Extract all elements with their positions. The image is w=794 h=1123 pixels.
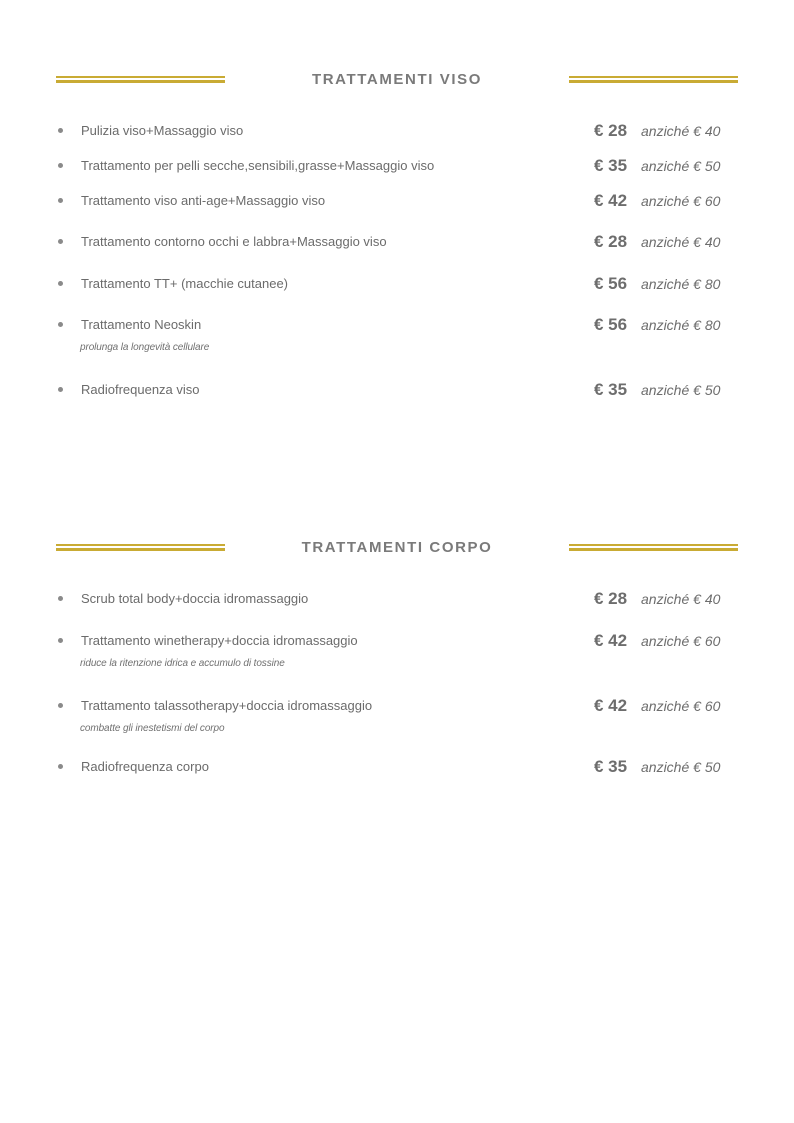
bullet-icon bbox=[58, 387, 63, 392]
treatment-name: Trattamento winetherapy+doccia idromassaggio bbox=[81, 633, 358, 648]
treatment-price: € 35 bbox=[594, 156, 628, 175]
list-item bbox=[0, 121, 794, 141]
original-price: anziché € 60 bbox=[641, 698, 721, 714]
section-title: TRATTAMENTI CORPO bbox=[301, 539, 493, 556]
treatment-price: € 28 bbox=[594, 589, 628, 608]
treatment-price: € 56 bbox=[594, 274, 628, 293]
treatment-name: Trattamento contorno occhi e labbra+Massaggio viso bbox=[81, 234, 387, 249]
list-item bbox=[0, 156, 794, 176]
bullet-icon bbox=[58, 239, 63, 244]
list-item bbox=[0, 757, 794, 777]
gold-rule-right bbox=[569, 544, 738, 552]
bullet-icon bbox=[58, 596, 63, 601]
treatment-note: riduce la ritenzione idrica e accumulo di tossine bbox=[80, 658, 285, 669]
list-item bbox=[0, 696, 794, 734]
original-price: anziché € 40 bbox=[641, 123, 721, 139]
list-item bbox=[0, 631, 794, 669]
original-price: anziché € 60 bbox=[641, 633, 721, 649]
bullet-icon bbox=[58, 638, 63, 643]
treatment-name: Trattamento talassotherapy+doccia idromassaggio bbox=[81, 698, 373, 713]
treatment-price: € 42 bbox=[594, 631, 628, 650]
original-price: anziché € 80 bbox=[641, 317, 721, 333]
treatment-price: € 42 bbox=[594, 696, 628, 715]
bullet-icon bbox=[58, 198, 63, 203]
treatment-note: prolunga la longevità cellulare bbox=[80, 342, 210, 353]
treatment-name: Scrub total body+doccia idromassaggio bbox=[81, 591, 309, 606]
treatment-name: Trattamento Neoskin bbox=[81, 317, 202, 332]
treatment-price: € 35 bbox=[594, 757, 628, 776]
section-viso bbox=[0, 70, 794, 94]
original-price: anziché € 40 bbox=[641, 591, 721, 607]
treatment-price: € 28 bbox=[594, 232, 628, 251]
treatment-name: Radiofrequenza corpo bbox=[81, 759, 209, 774]
bullet-icon bbox=[58, 163, 63, 168]
treatment-name: Trattamento TT+ (macchie cutanee) bbox=[81, 276, 289, 291]
bullet-icon bbox=[58, 281, 63, 286]
gold-rule-right bbox=[569, 76, 738, 84]
original-price: anziché € 50 bbox=[641, 158, 721, 174]
original-price: anziché € 60 bbox=[641, 193, 721, 209]
treatment-name: Trattamento viso anti-age+Massaggio viso bbox=[81, 193, 326, 208]
section-header bbox=[0, 538, 794, 562]
section-corpo bbox=[0, 538, 794, 562]
original-price: anziché € 40 bbox=[641, 234, 721, 250]
original-price: anziché € 50 bbox=[641, 382, 721, 398]
list-item bbox=[0, 380, 794, 400]
bullet-icon bbox=[58, 703, 63, 708]
treatment-price: € 35 bbox=[594, 380, 628, 399]
treatment-price: € 42 bbox=[594, 191, 628, 210]
list-item bbox=[0, 315, 794, 353]
treatment-name: Trattamento per pelli secche,sensibili,grasse+Massaggio viso bbox=[81, 158, 435, 173]
list-item bbox=[0, 232, 794, 252]
bullet-icon bbox=[58, 764, 63, 769]
original-price: anziché € 50 bbox=[641, 759, 721, 775]
original-price: anziché € 80 bbox=[641, 276, 721, 292]
list-item bbox=[0, 589, 794, 609]
treatment-name: Radiofrequenza viso bbox=[81, 382, 200, 397]
treatment-price: € 56 bbox=[594, 315, 628, 334]
treatment-price: € 28 bbox=[594, 121, 628, 140]
gold-rule-left bbox=[56, 544, 225, 552]
list-item bbox=[0, 191, 794, 211]
gold-rule-left bbox=[56, 76, 225, 84]
section-title: TRATTAMENTI VISO bbox=[311, 71, 483, 88]
bullet-icon bbox=[58, 128, 63, 133]
bullet-icon bbox=[58, 322, 63, 327]
list-item bbox=[0, 274, 794, 294]
treatment-note: combatte gli inestetismi del corpo bbox=[80, 723, 225, 734]
treatment-name: Pulizia viso+Massaggio viso bbox=[81, 123, 244, 138]
section-header bbox=[0, 70, 794, 94]
